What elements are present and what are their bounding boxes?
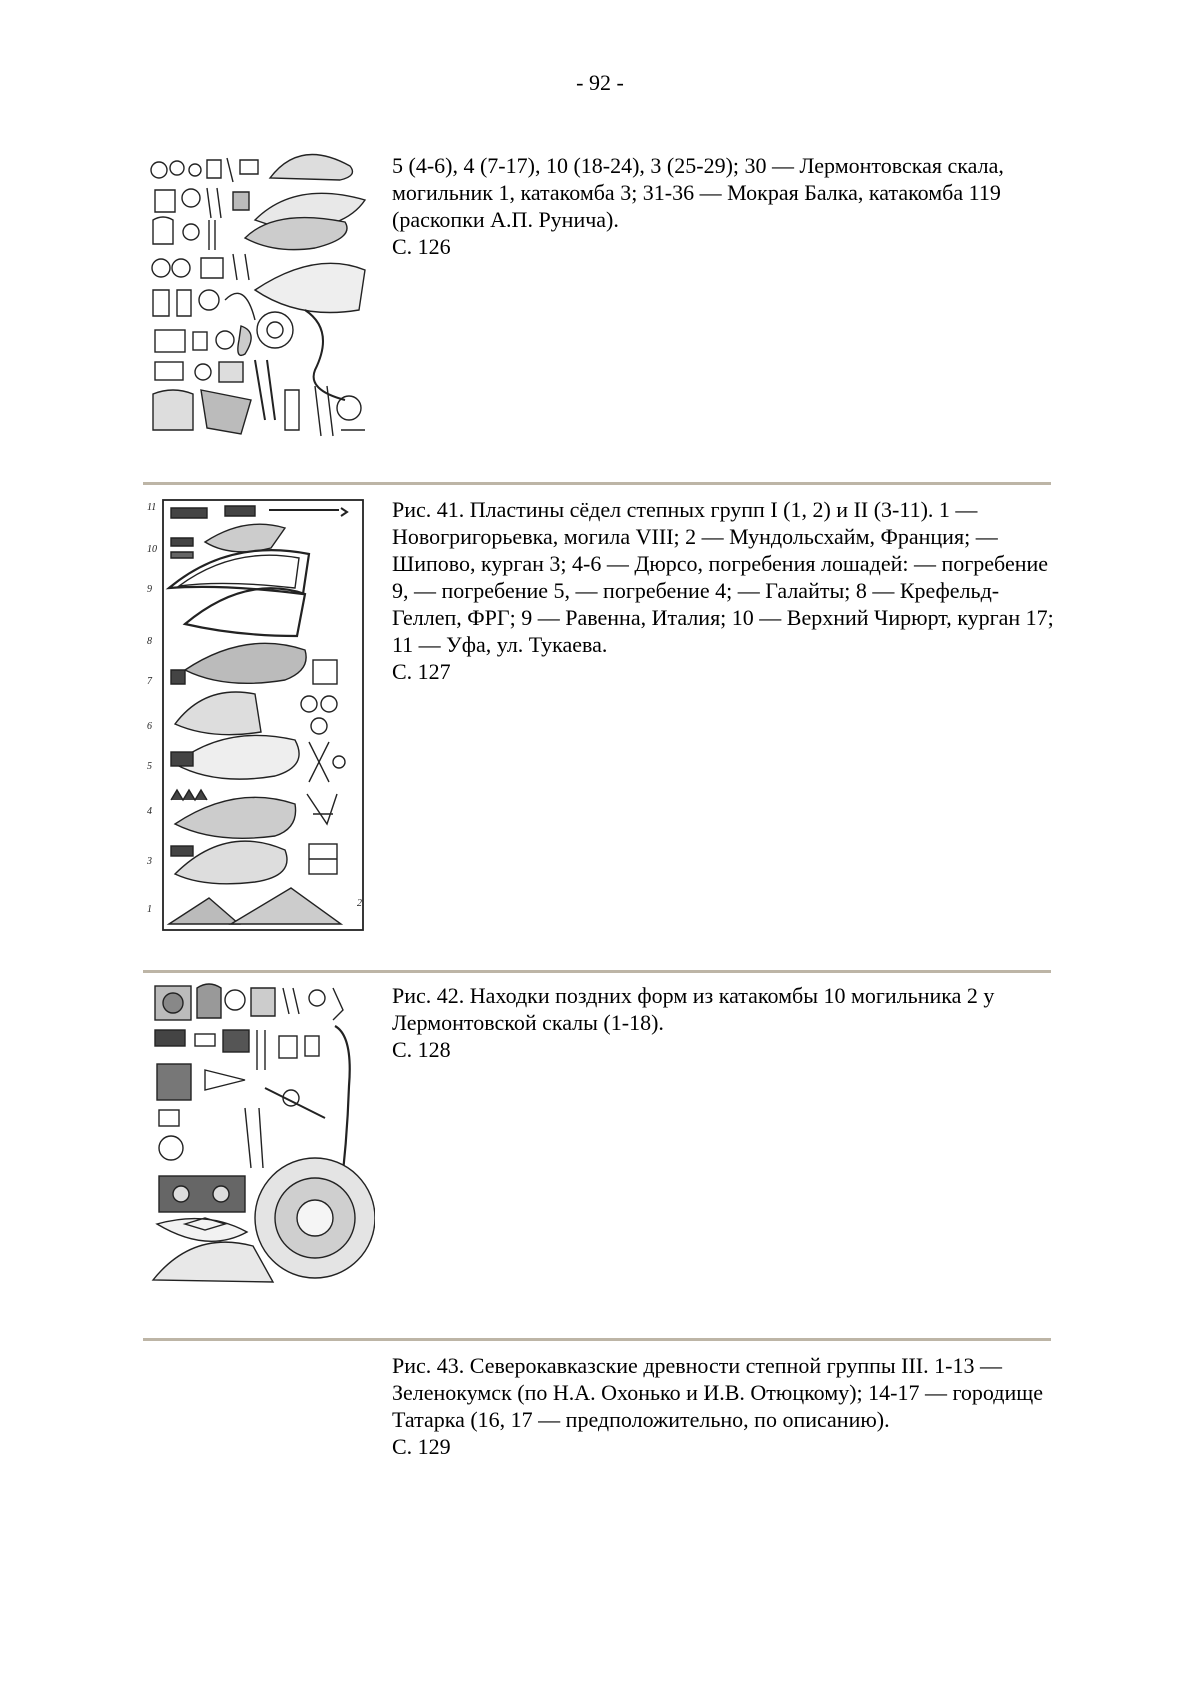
separator-2-left bbox=[143, 970, 375, 973]
fig-label-11: 11 bbox=[147, 502, 157, 513]
figure-saddle-plates-drawing bbox=[145, 494, 370, 936]
fig-label-10: 10 bbox=[147, 544, 157, 555]
fig-label-8: 8 bbox=[147, 636, 152, 647]
caption-2 bbox=[392, 496, 1057, 685]
caption-3-page-ref: С. 128 bbox=[392, 1037, 451, 1062]
finds-sketch bbox=[151, 154, 365, 436]
caption-2-text: Рис. 41. Пластины сёдел степных групп I (1, 2) и II (3-11). 1 — Новогригорьевка, могила VIII; 2 — Мундольсхайм, Франция; — Шипово, курган 3; 4-6 — Дюрсо, погребения лошадей: — погребение 9, — погребение 5, — погребение 4; — Галайты; 8 — Крефельд-Геллеп, ФРГ; 9 — Равенна, Италия; 10 — Верхний Чирюрт, курган 17; 11 — Уфа, ул. Тукаева. bbox=[392, 497, 1054, 657]
caption-2-page-ref: С. 127 bbox=[392, 659, 451, 684]
fig-label-5: 5 bbox=[147, 761, 152, 772]
figure-finds-drawing bbox=[145, 150, 373, 445]
fig-label-1: 1 bbox=[147, 904, 152, 915]
fig-label-7: 7 bbox=[147, 676, 152, 687]
fig-label-9: 9 bbox=[147, 584, 152, 595]
separator-3-right bbox=[375, 1338, 1051, 1341]
page-number: - 92 - bbox=[576, 70, 624, 95]
fig-label-4: 4 bbox=[147, 806, 152, 817]
caption-3-text: Рис. 42. Находки поздних форм из катакомбы 10 могильника 2 у Лермонтовской скалы (1-18). bbox=[392, 983, 995, 1035]
fig-label-3: 3 bbox=[147, 856, 152, 867]
caption-4-page-ref: С. 129 bbox=[392, 1434, 451, 1459]
caption-1-text: 5 (4-6), 4 (7-17), 10 (18-24), 3 (25-29); 30 — Лермонтовская скала, могильник 1, катакомба 3; 31-36 — Мокрая Балка, катакомба 119 (раскопки А.П. Рунича). bbox=[392, 153, 1004, 232]
caption-3 bbox=[392, 982, 1057, 1063]
separator-2-right bbox=[375, 970, 1051, 973]
caption-1-page-ref: С. 126 bbox=[392, 234, 451, 259]
caption-4-text: Рис. 43. Северокавказские древности степной группы III. 1-13 — Зеленокумск (по Н.А. Охонько и И.В. Отюцкому); 14-17 — городище Татарка (16, 17 — предположительно, по описанию). bbox=[392, 1353, 1043, 1432]
separator-1-right bbox=[375, 482, 1051, 485]
fig-label-6: 6 bbox=[147, 721, 152, 732]
caption-4 bbox=[392, 1352, 1057, 1460]
caption-1 bbox=[392, 152, 1057, 260]
fig-label-2: 2 bbox=[357, 898, 362, 909]
separator-1-left bbox=[143, 482, 375, 485]
figure-late-forms-drawing bbox=[145, 978, 375, 1303]
separator-3-left bbox=[143, 1338, 375, 1341]
